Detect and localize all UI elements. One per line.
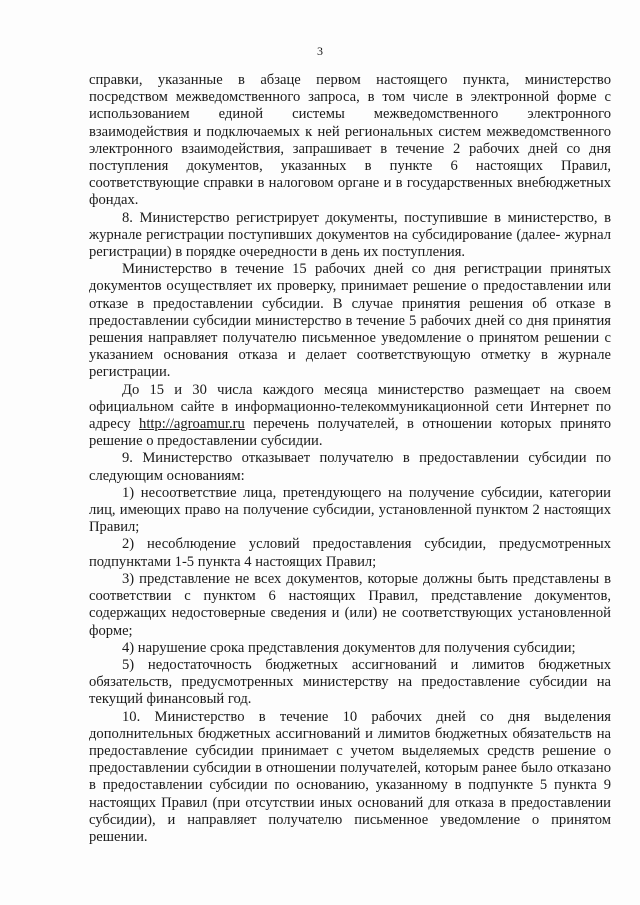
paragraph-publication (89, 382, 611, 451)
ground-item-4: 4) нарушение срока представления документов для получения субсидии; (122, 639, 576, 656)
ground-item-2: 2) несоблюдение условий предоставления субсидии, предусмотренных подпунктами 1-5 пункта 4 настоящих Правил; (89, 536, 611, 570)
document-body (89, 72, 611, 846)
paragraph-10: 10. Министерство в течение 10 рабочих дней со дня выделения дополнительных бюджетных ассигнований и лимитов бюджетных обязательств на предоставление субсидии принимает с учетом выделяемых средств решение о предоставлении субсидии в отношении получателей, которым ранее было отказано в предоставлении субсидии по основанию, указанному в подпункте 5 пункта 9 настоящих Правил (при отсутствии иных оснований для отказа в предоставлении субсидии), и направляет получателю письменное уведомление о принятом решении. (89, 708, 611, 845)
paragraph-8: 8. Министерство регистрирует документы, поступившие в министерство, в журнале регистрации поступивших документов на субсидирование (далее- журнал регистрации) в порядке очередности в день их поступления. (89, 209, 611, 261)
publication-text-before: До 15 и 30 числа каждого месяца министерство размещает на своем официальном сайте в информационно-телекоммуникационной сети Интернет по адресу (89, 381, 611, 433)
agroamur-link[interactable]: http://agroamur.ru (139, 416, 245, 433)
paragraph-review: Министерство в течение 15 рабочих дней со дня регистрации принятых документов осуществляет их проверку, принимает решение о предоставлении или отказе в предоставлении субсидии. В случае принятия решения об отказе в предоставлении субсидии министерство в течение 5 рабочих дней со дня принятия решения направляет получателю письменное уведомление о принятом решении с указанием основания отказа и делает соответствующую отметку в журнале регистрации. (89, 261, 611, 381)
ground-item-3: 3) представление не всех документов, которые должны быть представлены в соответствии с пунктом 6 настоящих Правил, представление документов, содержащих недостоверные сведения и (или) не соответствующих установленной форме; (89, 570, 611, 639)
ground-item-1: 1) несоответствие лица, претендующего на получение субсидии, категории лиц, имеющих право на получение субсидии, установленной пунктом 2 настоящих Правил; (89, 484, 611, 536)
paragraph-7-continuation: справки, указанные в абзаце первом настоящего пункта, министерство посредством межведомственного запроса, в том числе в электронной форме с использованием единой системы межведомственного электронного взаимодействия и подключаемых к ней региональных систем межведомственного электронного взаимодействия, запрашивает в течение 2 рабочих дней со дня поступления документов, указанных в пункте 6 настоящих Правил, соответствующие справки в налоговом органе и в государственных внебюджетных фондах. (89, 72, 611, 209)
ground-item-5: 5) недостаточность бюджетных ассигнований и лимитов бюджетных обязательств, предусмотренных министерству на предоставление субсидии на текущий финансовый год. (89, 656, 611, 708)
paragraph-9: 9. Министерство отказывает получателю в предоставлении субсидии по следующим основаниям: (89, 450, 611, 484)
page-number: 3 (317, 44, 323, 58)
publication-text-after: перечень получателей, в отношении которых принято решение о предоставлении субсидии. (89, 416, 611, 450)
